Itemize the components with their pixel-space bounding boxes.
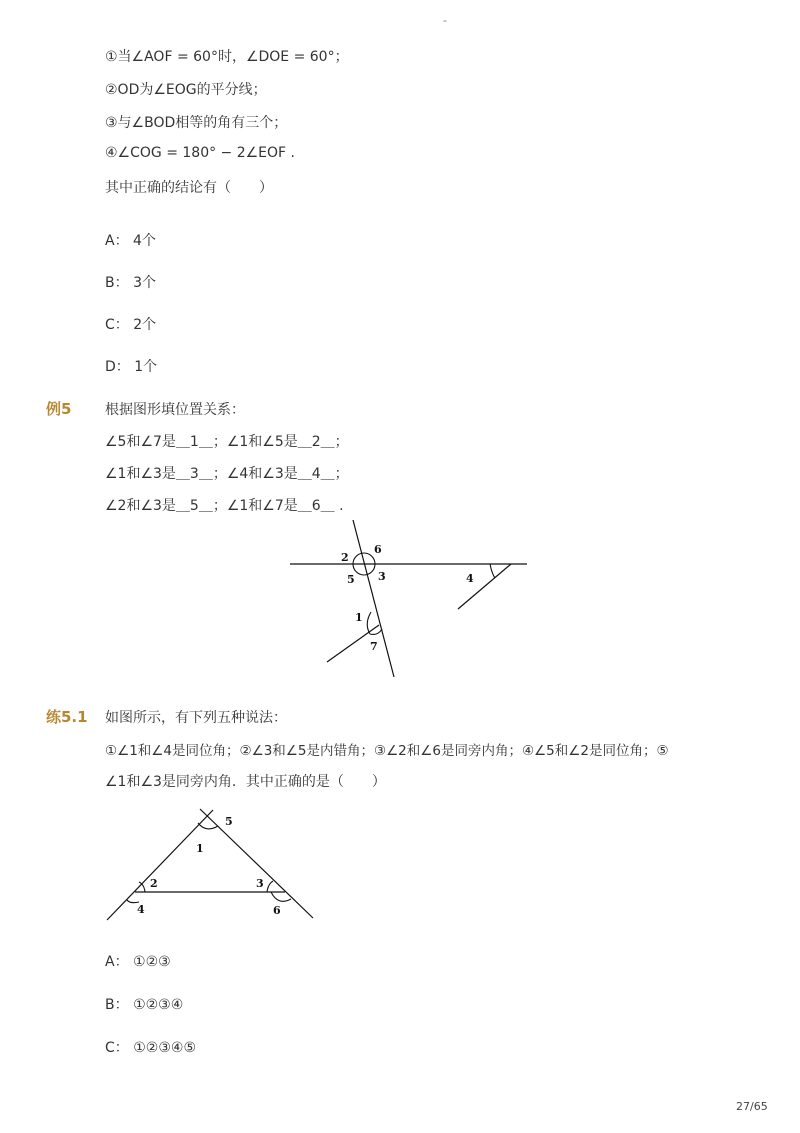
option-letter: B：: [105, 997, 129, 1013]
option-letter: C：: [105, 317, 129, 333]
option-text: 1个: [134, 359, 158, 375]
angle-label-5: 5: [347, 573, 355, 586]
option-letter: A：: [105, 954, 129, 970]
practice-label: 练5.1: [46, 708, 88, 726]
angle-label-6: 6: [374, 543, 382, 556]
fill-line-2: ∠1和∠3是＿3＿；∠4和∠3是＿4＿；: [105, 466, 349, 482]
option-letter: D：: [105, 359, 130, 375]
option-d[interactable]: [105, 356, 157, 376]
page-number: 27/65: [736, 1100, 768, 1113]
example-figure: [0, 510, 800, 710]
header-mark: -: [443, 14, 447, 27]
practice-prompt: 如图所示，有下列五种说法：: [105, 710, 287, 726]
line-left: [107, 810, 213, 920]
practice-line-2: ∠1和∠3是同旁内角．其中正确的是（ ）: [105, 774, 386, 790]
option-text: 4个: [133, 233, 156, 249]
triangle-figure: [0, 800, 800, 930]
fill-line-1: ∠5和∠7是＿1＿；∠1和∠5是＿2＿；: [105, 434, 349, 450]
statement-1: ①当∠AOF = 60°时，∠DOE = 60°；: [105, 49, 349, 65]
example-label: 例5: [46, 400, 72, 418]
option-text: ①②③④⑤: [133, 1040, 196, 1056]
option-text: ①②③④: [133, 997, 184, 1013]
practice-option-a[interactable]: [105, 951, 171, 971]
angle-label-1: 1: [196, 842, 204, 855]
angle-arc-3: [267, 881, 273, 892]
option-text: 3个: [133, 275, 156, 291]
angle-label-2: 2: [341, 551, 349, 564]
option-letter: B：: [105, 275, 129, 291]
option-letter: C：: [105, 1040, 129, 1056]
statement-3: ③与∠BOD相等的角有三个；: [105, 115, 288, 131]
ray-at-angle-4: [458, 564, 511, 609]
angle-label-1: 1: [355, 611, 363, 624]
question-text: 其中正确的结论有（ ）: [105, 180, 273, 196]
fill-line-3: ∠2和∠3是＿5＿；∠1和∠7是＿6＿ .: [105, 498, 344, 514]
practice-option-c[interactable]: [105, 1037, 196, 1057]
angle-label-6: 6: [273, 904, 281, 917]
statement-2: ②OD为∠EOG的平分线；: [105, 82, 267, 98]
practice-line-1: ①∠1和∠4是同位角；②∠3和∠5是内错角；③∠2和∠6是同旁内角；④∠5和∠2是同位角；⑤: [105, 743, 669, 759]
option-c[interactable]: [105, 314, 156, 334]
option-b[interactable]: [105, 272, 156, 292]
option-text: 2个: [133, 317, 157, 333]
practice-option-b[interactable]: [105, 994, 183, 1014]
option-letter: A：: [105, 233, 129, 249]
angle-arc-2: [139, 882, 145, 892]
option-a[interactable]: [105, 230, 156, 250]
line-right: [200, 809, 313, 918]
angle-arc-4: [490, 564, 495, 578]
option-text: ①②③: [133, 954, 171, 970]
angle-label-7: 7: [370, 640, 378, 653]
angle-label-3: 3: [378, 570, 386, 583]
angle-label-5: 5: [225, 815, 233, 828]
statement-4: ④∠COG = 180° − 2∠EOF .: [105, 145, 296, 161]
angle-label-3: 3: [256, 877, 264, 890]
example-prompt: 根据图形填位置关系：: [105, 402, 245, 418]
angle-label-2: 2: [150, 877, 158, 890]
angle-label-4: 4: [466, 572, 474, 585]
angle-label-4: 4: [137, 903, 145, 916]
